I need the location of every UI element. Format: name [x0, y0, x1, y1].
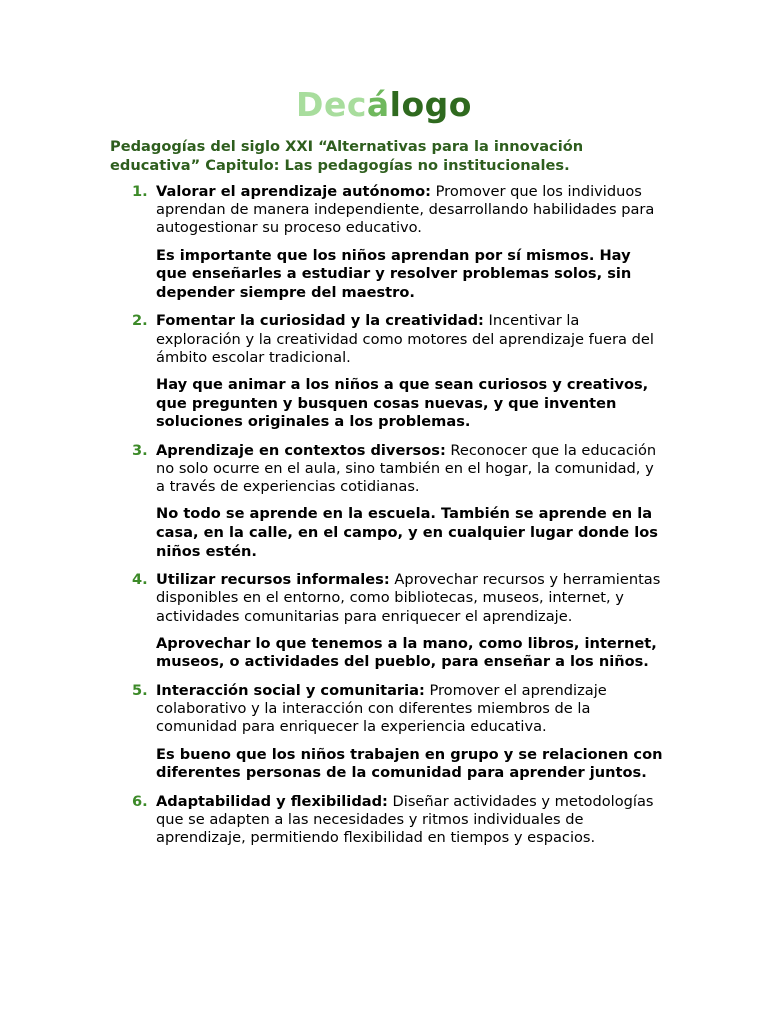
item-text: Diseñar actividades y metodologías que se adapten a las necesidades y ritmos individuales de aprendizaje, permitiendo flexibilidad en tiempos y espacios.	[156, 792, 654, 847]
item-heading: Aprendizaje en contextos diversos:	[156, 441, 446, 459]
list-item-1	[0, 183, 666, 302]
decalogue-list	[0, 183, 768, 857]
item-heading: Adaptabilidad y flexibilidad:	[156, 792, 388, 810]
item-number: 3.	[132, 441, 148, 459]
item-heading: Fomentar la curiosidad y la creatividad:	[156, 312, 484, 330]
item-text: Promover el aprendizaje colaborativo y la interacción con diferentes miembros de la comunidad para enriquecer la experiencia educativa.	[156, 681, 607, 736]
item-note: Aprovechar lo que tenemos a la mano, como libros, internet, museos, o actividades del pueblo, para enseñar a los niños.	[156, 634, 657, 671]
item-note: Hay que animar a los niños a que sean curiosos y creativos, que pregunten y busquen cosas nuevas, y que inventen soluciones originales a los problemas.	[156, 376, 649, 431]
item-heading: Valorar el aprendizaje autónomo:	[156, 183, 431, 200]
item-description	[156, 793, 666, 848]
item-note: Es importante que los niños aprendan por sí mismos. Hay que enseñarles a estudiar y resolver problemas solos, sin depender siempre del maestro.	[156, 246, 632, 301]
item-description	[156, 682, 666, 737]
subtitle: Pedagogías del siglo XXI “Alternativas para la innovación educativa” Capitulo: Las pedagogías no institucionales.	[110, 138, 584, 174]
title-part-1: Dec	[296, 85, 367, 124]
item-description	[156, 183, 666, 238]
list-item-6	[0, 793, 666, 848]
page-title	[0, 84, 768, 126]
title-part-3: logo	[389, 85, 472, 124]
item-description	[156, 571, 666, 626]
item-text: Promover que los individuos aprendan de manera independiente, desarrollando habilidades para autogestionar su proceso educativo.	[156, 183, 655, 237]
item-number: 5.	[132, 681, 148, 699]
list-item-5	[0, 682, 666, 783]
item-number: 1.	[132, 183, 148, 200]
item-text: Aprovechar recursos y herramientas disponibles en el entorno, como bibliotecas, museos, internet, y actividades comunitarias para enriquecer el aprendizaje.	[156, 571, 661, 625]
item-number: 6.	[132, 792, 148, 810]
item-number: 2.	[132, 312, 148, 330]
item-description	[156, 442, 666, 497]
item-text: Incentivar la exploración y la creatividad como motores del aprendizaje fuera del ámbito escolar tradicional.	[156, 312, 654, 366]
item-description	[156, 312, 666, 367]
list-item-3	[0, 442, 666, 561]
list-item-2	[0, 312, 666, 431]
item-heading: Interacción social y comunitaria:	[156, 681, 425, 699]
item-note: Es bueno que los niños trabajen en grupo y se relacionen con diferentes personas de la comunidad para aprender juntos.	[156, 745, 663, 782]
item-heading: Utilizar recursos informales:	[156, 571, 390, 589]
item-note: No todo se aprende en la escuela. También se aprende en la casa, en la calle, en el campo, y en cualquier lugar donde los niños estén.	[156, 505, 658, 560]
item-text: Reconocer que la educación no solo ocurre en el aula, sino también en el hogar, la comunidad, y a través de experiencias cotidianas.	[156, 441, 657, 496]
title-part-2: á	[366, 85, 390, 124]
item-number: 4.	[132, 571, 148, 589]
list-item-4	[0, 571, 666, 672]
